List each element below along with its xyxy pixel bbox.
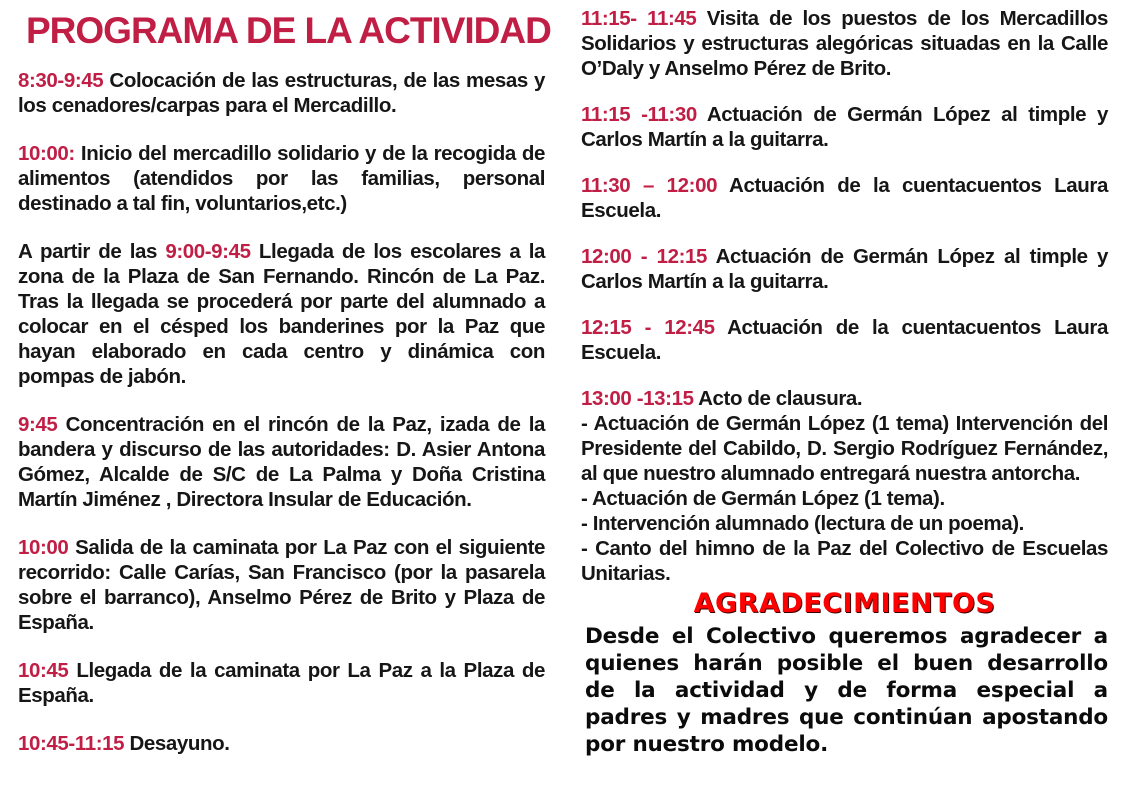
schedule-text: Llegada de la caminata por La Paz a la Plaza de España.: [18, 659, 545, 707]
schedule-text: Llegada de los escolares a la zona de la Plaza de San Fernando. Rincón de La Paz. Tras la llegada se procederá por parte del alumnado a colocar en el césped los banderines por la Paz que hayan elaborado en cada centro y dinámica con pompas de jabón.: [18, 240, 545, 388]
schedule-item-setup: [18, 68, 545, 118]
schedule-item-market-start: [18, 141, 545, 216]
page-title: PROGRAMA DE LA ACTIVIDAD: [26, 10, 551, 51]
schedule-prefix: A partir de las: [18, 240, 157, 263]
schedule-item-timple-2: [581, 244, 1108, 294]
schedule-text: Actuación de la cuentacuentos Laura Escuela.: [581, 316, 1108, 364]
schedule-item-storyteller-2: [581, 315, 1108, 365]
schedule-text: Visita de los puestos de los Mercadillos Solidarios y estructuras alegóricas situadas en la Calle O’Daly y Anselmo Pérez de Brito.: [581, 7, 1109, 80]
schedule-item-breakfast: [18, 731, 545, 756]
schedule-item-walk-start: [18, 535, 545, 635]
schedule-text: Desayuno.: [129, 732, 230, 755]
closing-sub-item: - Intervención alumnado (lectura de un poema).: [581, 512, 1024, 535]
schedule-item-timple-1: [581, 102, 1108, 152]
closing-sub-item: - Actuación de Germán López (1 tema) Intervención del Presidente del Cabildo, D. Sergio Rodríguez Fernández, al que nuestro alumnado entregará nuestra antorcha.: [581, 412, 1108, 485]
time-label: 9:45: [18, 413, 58, 436]
schedule-item-storyteller-1: [581, 173, 1108, 223]
acknowledgements-heading: AGRADECIMIENTOS: [693, 588, 996, 619]
schedule-text: Salida de la caminata por La Paz con el siguiente recorrido: Calle Carías, San Francisco (por la pasarela sobre el barranco), Anselmo Pérez de Brito y Plaza de España.: [18, 536, 546, 634]
schedule-text: Actuación de Germán López al timple y Carlos Martín a la guitarra.: [581, 103, 1108, 151]
right-column: [581, 6, 1108, 794]
schedule-text: Concentración en el rincón de la Paz, izada de la bandera y discurso de las autoridades: D. Asier Antona Gómez, Alcalde de S/C de La Palma y Doña Cristina Martín Jiménez , Directora Insular de Educación.: [18, 413, 546, 511]
time-label: 13:00 -13:15: [581, 387, 694, 410]
acknowledgements-text: Desde el Colectivo queremos agradecer a quienes harán posible el buen desarrollo de la actividad y de forma especial a padres y madres que continúan apostando por nuestro modelo.: [585, 624, 1108, 757]
time-label: 10:00:: [18, 142, 75, 165]
schedule-text: Acto de clausura.: [698, 387, 863, 410]
time-label: 10:45: [18, 659, 69, 682]
schedule-text: Actuación de Germán López al timple y Carlos Martín a la guitarra.: [581, 245, 1108, 293]
schedule-text: Actuación de la cuentacuentos Laura Escuela.: [581, 174, 1108, 222]
time-label: 8:30-9:45: [18, 69, 104, 92]
schedule-item-closing: [581, 386, 1108, 411]
time-label: 9:00-9:45: [165, 240, 251, 263]
schedule-item-walk-arrival: [18, 658, 545, 708]
time-label: 12:15 - 12:45: [581, 316, 715, 339]
time-label: 11:15- 11:45: [581, 7, 697, 30]
time-label: 12:00 - 12:15: [581, 245, 708, 268]
schedule-item-arrival: [18, 239, 545, 389]
closing-sub-item: - Actuación de Germán López (1 tema).: [581, 487, 945, 510]
time-label: 10:00: [18, 536, 69, 559]
schedule-item-visit: [581, 6, 1108, 81]
left-column: [18, 6, 551, 794]
time-label: 10:45-11:15: [18, 732, 125, 755]
schedule-item-concentration: [18, 412, 545, 512]
closing-sub-item: - Canto del himno de la Paz del Colectivo de Escuelas Unitarias.: [581, 537, 1108, 585]
schedule-text: Colocación de las estructuras, de las mesas y los cenadores/carpas para el Mercadillo.: [18, 69, 545, 117]
time-label: 11:15 -11:30: [581, 103, 697, 126]
time-label: 11:30 – 12:00: [581, 174, 718, 197]
schedule-text: Inicio del mercadillo solidario y de la recogida de alimentos (atendidos por las familias, personal destinado a tal fin, voluntarios,etc.): [18, 142, 546, 215]
